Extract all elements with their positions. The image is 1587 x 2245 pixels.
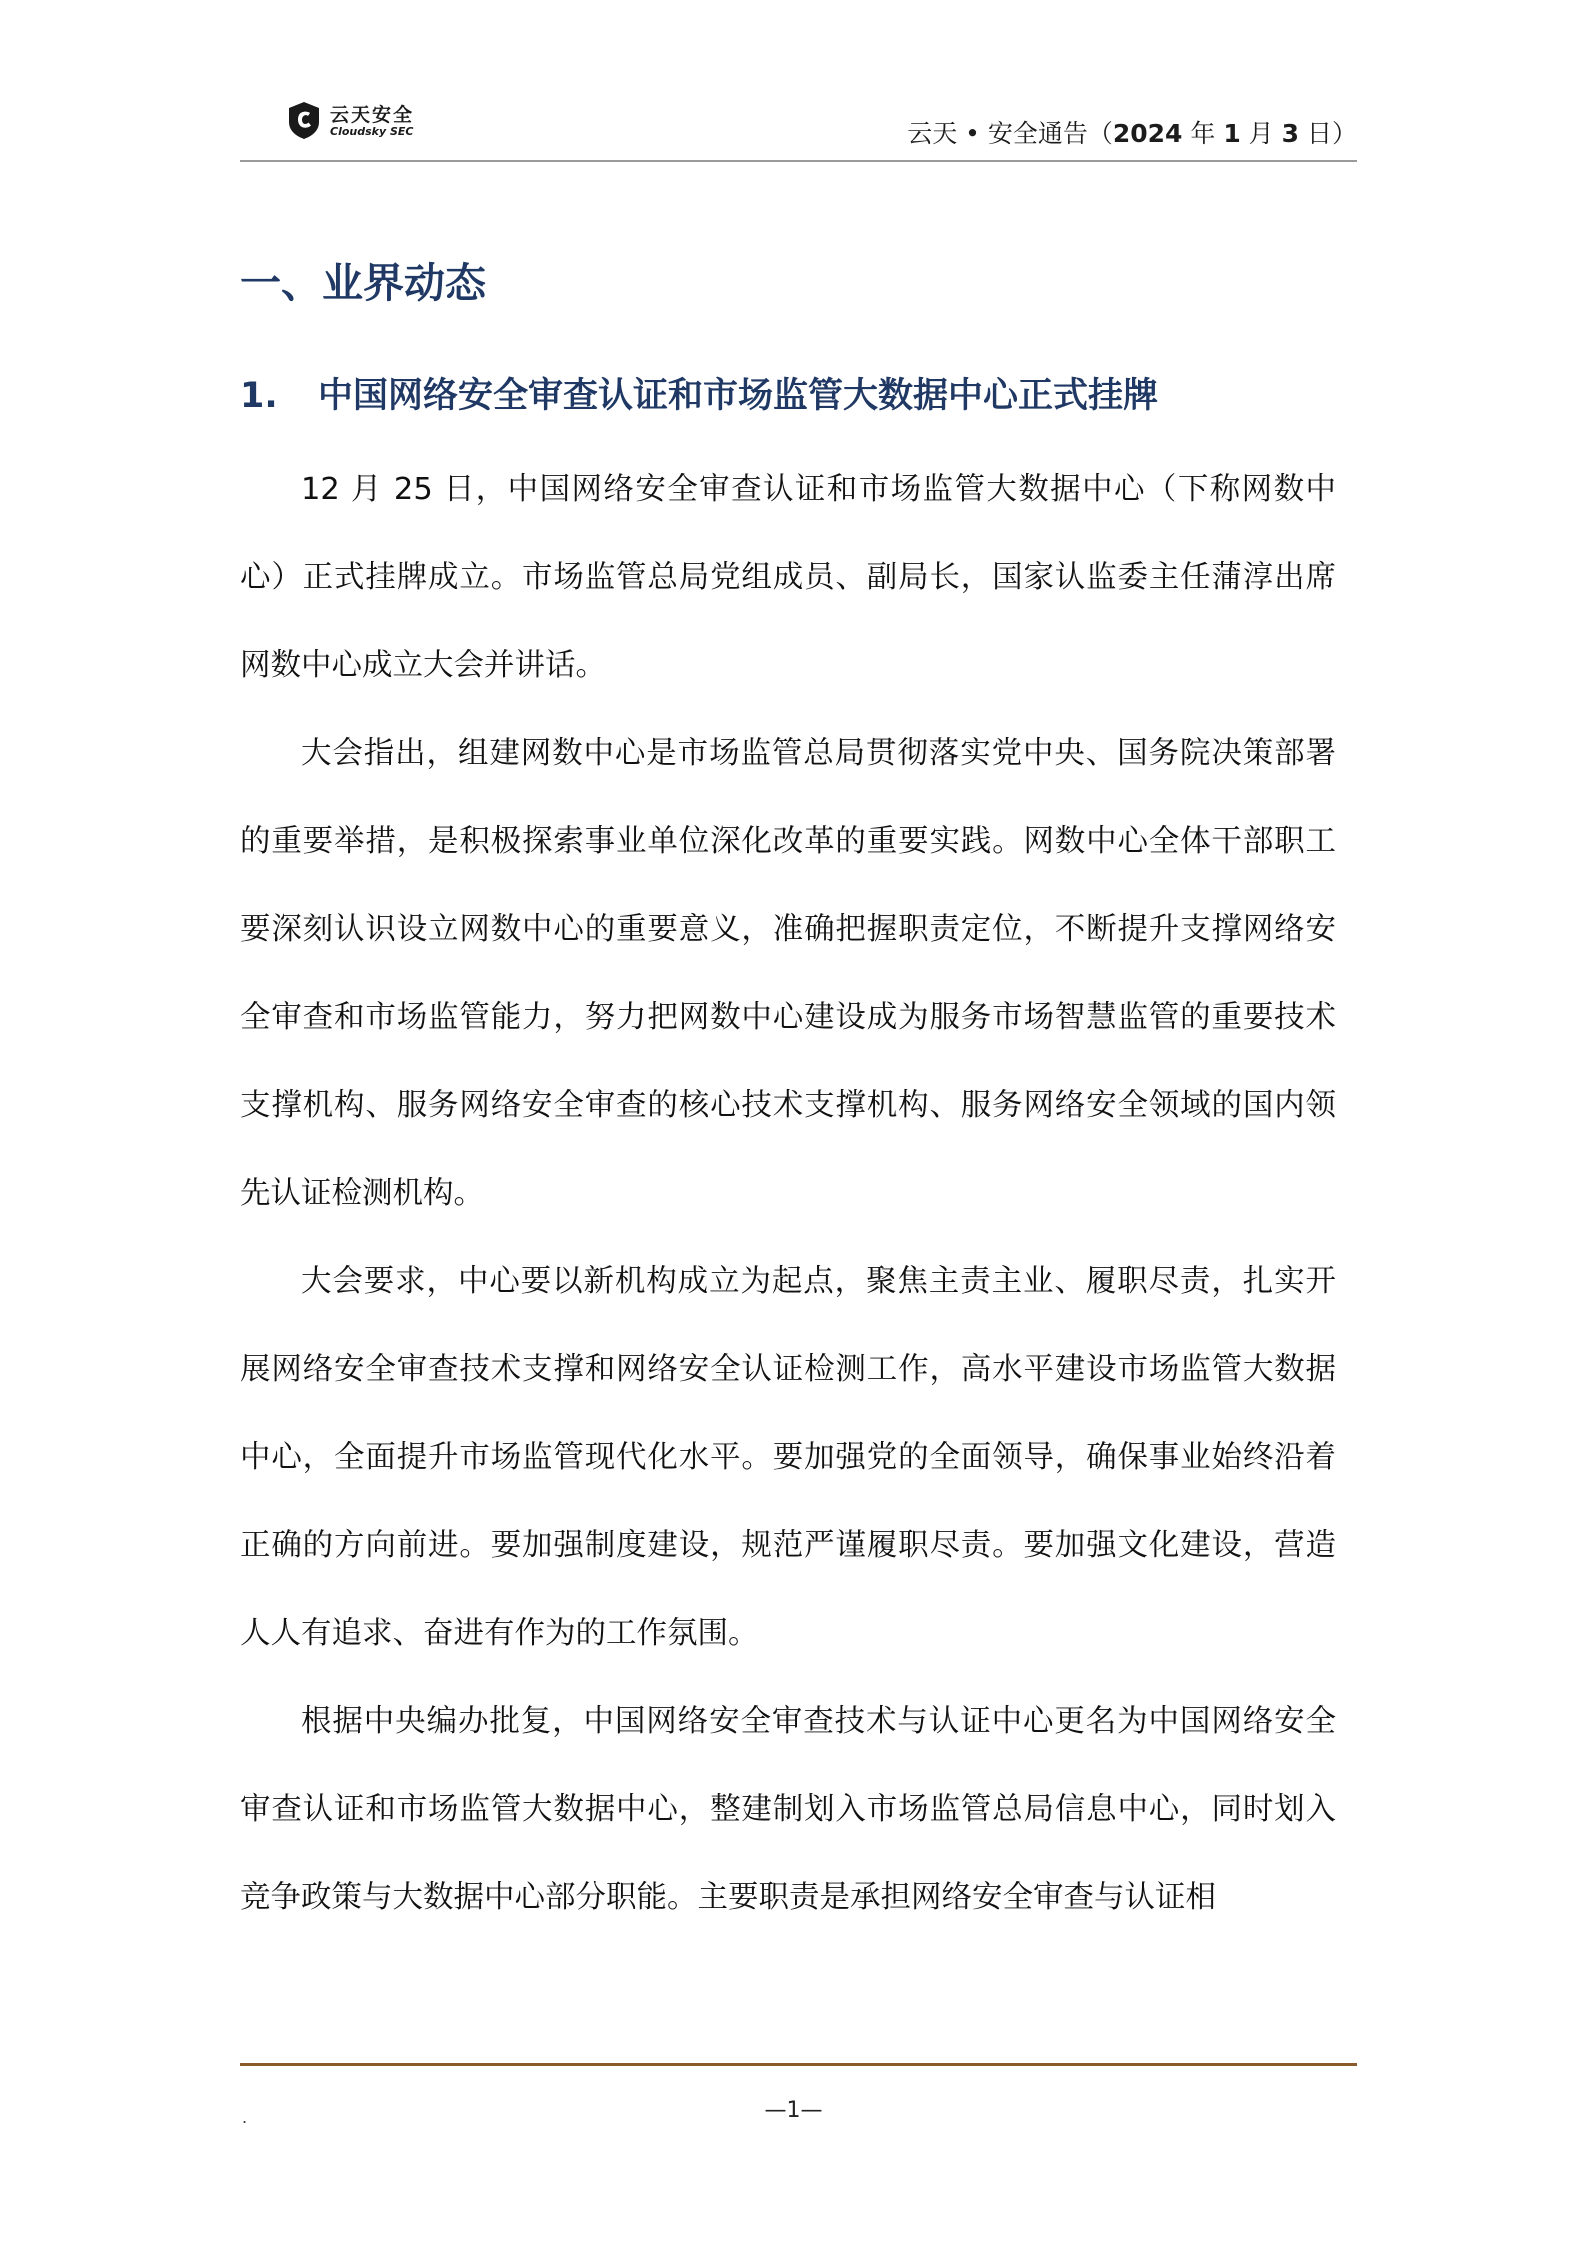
- logo-name-en: Cloudsky SEC: [330, 125, 414, 138]
- page-number: —1—: [764, 2098, 823, 2123]
- cloudsky-c-icon: [284, 100, 324, 140]
- paragraph: 大会要求，中心要以新机构成立为起点，聚焦主责主业、履职尽责，扎实开展网络安全审查技术支撑和网络安全认证检测工作，高水平建设市场监管大数据中心，全面提升市场监管现代化水平。要加强党的全面领导，确保事业始终沿着正确的方向前进。要加强制度建设，规范严谨履职尽责。要加强文化建设，营造人人有追求、奋进有作为的工作氛围。: [240, 1264, 1336, 1651]
- paragraph: 大会指出，组建网数中心是市场监管总局贯彻落实党中央、国务院决策部署的重要举措，是积极探索事业单位深化改革的重要实践。网数中心全体干部职工要深刻认识设立网数中心的重要意义，准确把握职责定位，不断提升支撑网络安全审查和市场监管能力，努力把网数中心建设成为服务市场智慧监管的重要技术支撑机构、服务网络安全审查的核心技术支撑机构、服务网络安全领域的国内领先认证检测机构。: [240, 736, 1336, 1211]
- bulletin-month-unit: 月: [1240, 119, 1282, 148]
- bulletin-year-unit: 年: [1182, 119, 1224, 148]
- article-number: 1.: [240, 376, 278, 416]
- bulletin-month: 1: [1223, 119, 1241, 148]
- footer-dot: .: [242, 2108, 248, 2127]
- paragraph: 根据中央编办批复，中国网络安全审查技术与认证中心更名为中国网络安全审查认证和市场监管大数据中心，整建制划入市场监管总局信息中心，同时划入竞争政策与大数据中心部分职能。主要职责是承担网络安全审查与认证相: [240, 1704, 1336, 1915]
- bulletin-day-unit: 日）: [1299, 119, 1357, 148]
- section-heading: 一、业界动态: [240, 259, 486, 307]
- article-title-text: 中国网络安全审查认证和市场监管大数据中心正式挂牌: [318, 376, 1159, 416]
- page-header: [240, 96, 1357, 162]
- article-title: [240, 368, 1357, 418]
- article-body: [240, 446, 1336, 1942]
- bulletin-day: 3: [1281, 119, 1300, 148]
- logo-name-cn: 云天安全: [330, 104, 415, 126]
- footer-divider: [240, 2063, 1357, 2066]
- company-logo: [284, 98, 434, 144]
- bulletin-title: [907, 114, 1357, 150]
- paragraph: 12 月 25 日，中国网络安全审查认证和市场监管大数据中心（下称网数中心）正式挂牌成立。市场监管总局党组成员、副局长，国家认监委主任蒲淳出席网数中心成立大会并讲话。: [240, 472, 1336, 683]
- bulletin-title-prefix: 云天 • 安全通告（: [907, 119, 1113, 148]
- bulletin-year: 2024: [1112, 119, 1183, 148]
